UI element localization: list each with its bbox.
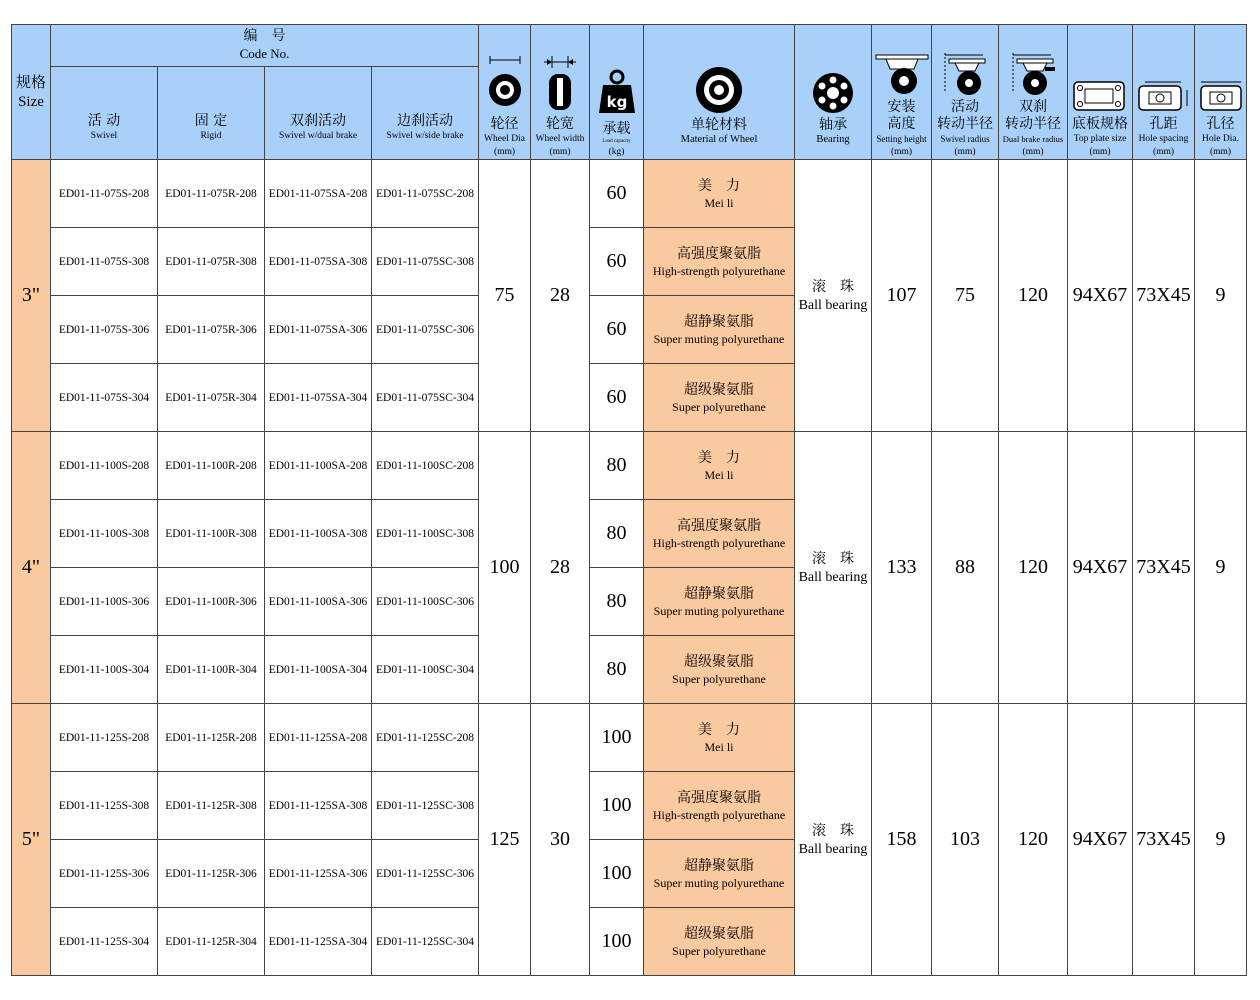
wheel-width-cell: 28 bbox=[531, 160, 590, 432]
bearing-en: Ball bearing bbox=[798, 841, 868, 857]
rigid-en: Rigid bbox=[200, 131, 222, 141]
load-cell: 60 bbox=[590, 296, 644, 364]
material-cn: 单轮材料 bbox=[691, 117, 747, 133]
setting-height-cell: 133 bbox=[872, 432, 932, 704]
hole-spacing-header bbox=[1133, 25, 1195, 160]
material-cell bbox=[644, 160, 795, 228]
hole-dia-cell: 9 bbox=[1195, 160, 1247, 432]
code-dual-cell: ED01-11-075SA-308 bbox=[265, 228, 372, 296]
material-cell bbox=[644, 704, 795, 772]
load-cell: 80 bbox=[590, 568, 644, 636]
hole-spacing-cell: 73X45 bbox=[1133, 704, 1195, 976]
code-rigid-cell: ED01-11-125R-308 bbox=[158, 772, 265, 840]
hole-dia-en: Hole Dia. bbox=[1202, 134, 1239, 144]
swivel-radius-cell: 75 bbox=[932, 160, 999, 432]
hole-dia-header bbox=[1195, 25, 1247, 160]
code-side-cell: ED01-11-125SC-208 bbox=[372, 704, 479, 772]
wheel-material-icon bbox=[694, 65, 744, 115]
swivel-radius-header bbox=[932, 25, 999, 160]
swivel-radius-cn2: 转动半径 bbox=[937, 116, 993, 132]
material-cell bbox=[644, 228, 795, 296]
code-header-en: Code No. bbox=[239, 46, 290, 61]
top-plate-unit: (mm) bbox=[1089, 147, 1111, 157]
bearing-en: Ball bearing bbox=[798, 297, 868, 313]
size-cell: 3" bbox=[12, 160, 51, 432]
dual-brake-radius-icon bbox=[1005, 53, 1061, 97]
material-en: High-strength polyurethane bbox=[652, 263, 786, 278]
dual-cn: 双刹活动 bbox=[290, 113, 346, 129]
material-cell bbox=[644, 364, 795, 432]
wheel-dia-header bbox=[479, 25, 531, 160]
code-rigid-cell: ED01-11-075R-304 bbox=[158, 364, 265, 432]
material-en: Super muting polyurethane bbox=[653, 603, 785, 618]
wheel-width-header bbox=[531, 25, 590, 160]
hole-spacing-cn: 孔距 bbox=[1149, 116, 1178, 132]
dual-radius-cell: 120 bbox=[999, 160, 1068, 432]
dual-brake-header bbox=[265, 67, 372, 160]
wheel-dia-unit: (mm) bbox=[493, 147, 516, 157]
swivel-header bbox=[51, 67, 158, 160]
wheel-dia-cell: 125 bbox=[479, 704, 531, 976]
material-en: Material of Wheel bbox=[680, 134, 758, 145]
svg-text:kg: kg bbox=[606, 93, 627, 111]
setting-height-header bbox=[872, 25, 932, 160]
side-en: Swivel w/side brake bbox=[386, 131, 464, 141]
material-cn: 超级聚氨脂 bbox=[684, 653, 754, 670]
wheel-dia-cell: 75 bbox=[479, 160, 531, 432]
bearing-en: Ball bearing bbox=[798, 569, 868, 585]
wheel-dia-cn: 轮径 bbox=[490, 116, 519, 132]
hole-dia-cell: 9 bbox=[1195, 432, 1247, 704]
code-swivel-cell: ED01-11-075S-308 bbox=[51, 228, 158, 296]
dual-radius-cn2: 转动半径 bbox=[1005, 116, 1061, 132]
code-rigid-cell: ED01-11-075R-306 bbox=[158, 296, 265, 364]
top-plate-header bbox=[1068, 25, 1133, 160]
dual-radius-en: Dual brake radius bbox=[1002, 134, 1064, 144]
material-en: Super polyurethane bbox=[672, 943, 766, 958]
dual-en: Swivel w/dual brake bbox=[278, 131, 358, 141]
load-cell: 60 bbox=[590, 364, 644, 432]
code-swivel-cell: ED01-11-075S-208 bbox=[51, 160, 158, 228]
material-cn: 超静聚氨脂 bbox=[684, 585, 754, 602]
swivel-radius-icon bbox=[937, 53, 993, 97]
code-no-header bbox=[51, 25, 479, 67]
material-cn: 超静聚氨脂 bbox=[684, 857, 754, 874]
wheel-width-unit: (mm) bbox=[549, 147, 571, 157]
top-plate-cell: 94X67 bbox=[1068, 432, 1133, 704]
material-en: Mei li bbox=[704, 195, 734, 210]
swivel-radius-unit: (mm) bbox=[954, 147, 976, 157]
swivel-radius-cell: 88 bbox=[932, 432, 999, 704]
hole-dia-cn: 孔径 bbox=[1206, 116, 1235, 132]
code-side-cell: ED01-11-075SC-208 bbox=[372, 160, 479, 228]
bearing-cn: 滚 珠 bbox=[812, 278, 854, 295]
hole-dia-unit: (mm) bbox=[1209, 147, 1232, 157]
size-header-cn: 规格 bbox=[15, 73, 46, 91]
material-en: Super muting polyurethane bbox=[653, 331, 785, 346]
top-plate-cell: 94X67 bbox=[1068, 704, 1133, 976]
material-cn: 美 力 bbox=[698, 449, 740, 466]
code-dual-cell: ED01-11-125SA-304 bbox=[265, 908, 372, 976]
code-side-cell: ED01-11-100SC-208 bbox=[372, 432, 479, 500]
code-swivel-cell: ED01-11-125S-304 bbox=[51, 908, 158, 976]
hole-dia-icon bbox=[1197, 80, 1245, 114]
load-cell: 60 bbox=[590, 228, 644, 296]
code-rigid-cell: ED01-11-100R-304 bbox=[158, 636, 265, 704]
code-side-cell: ED01-11-075SC-308 bbox=[372, 228, 479, 296]
material-en: Super muting polyurethane bbox=[653, 875, 785, 890]
material-cell bbox=[644, 432, 795, 500]
code-swivel-cell: ED01-11-075S-304 bbox=[51, 364, 158, 432]
wheel-width-cn: 轮宽 bbox=[546, 116, 574, 132]
dual-radius-cell: 120 bbox=[999, 432, 1068, 704]
material-cell bbox=[644, 568, 795, 636]
code-dual-cell: ED01-11-100SA-208 bbox=[265, 432, 372, 500]
setting-en: Setting height bbox=[876, 134, 927, 144]
code-dual-cell: ED01-11-075SA-304 bbox=[265, 364, 372, 432]
hole-spacing-cell: 73X45 bbox=[1133, 160, 1195, 432]
swivel-radius-cn1: 活动 bbox=[951, 99, 979, 115]
caster-spec-table bbox=[11, 24, 1247, 976]
material-cn: 美 力 bbox=[698, 177, 740, 194]
swivel-cn: 活 动 bbox=[87, 113, 121, 129]
code-dual-cell: ED01-11-075SA-306 bbox=[265, 296, 372, 364]
swivel-radius-cell: 103 bbox=[932, 704, 999, 976]
size-cell: 5" bbox=[12, 704, 51, 976]
load-cell: 80 bbox=[590, 500, 644, 568]
code-swivel-cell: ED01-11-100S-304 bbox=[51, 636, 158, 704]
code-dual-cell: ED01-11-125SA-208 bbox=[265, 704, 372, 772]
code-swivel-cell: ED01-11-075S-306 bbox=[51, 296, 158, 364]
wheel-dia-en: Wheel Dia bbox=[484, 134, 525, 144]
material-en: Mei li bbox=[704, 467, 734, 482]
rigid-cn: 固 定 bbox=[194, 113, 228, 129]
bearing-cell bbox=[795, 704, 872, 976]
wheel-width-cell: 30 bbox=[531, 704, 590, 976]
load-cell: 100 bbox=[590, 840, 644, 908]
code-swivel-cell: ED01-11-100S-208 bbox=[51, 432, 158, 500]
table-row bbox=[12, 704, 1247, 772]
hole-spacing-unit: (mm) bbox=[1152, 147, 1175, 157]
table-row bbox=[12, 160, 1247, 228]
spec-body bbox=[12, 160, 1247, 976]
top-plate-icon bbox=[1070, 80, 1130, 114]
bearing-cn: 轴承 bbox=[819, 117, 847, 133]
load-cell: 100 bbox=[590, 704, 644, 772]
code-rigid-cell: ED01-11-100R-208 bbox=[158, 432, 265, 500]
code-swivel-cell: ED01-11-125S-306 bbox=[51, 840, 158, 908]
code-rigid-cell: ED01-11-100R-308 bbox=[158, 500, 265, 568]
code-rigid-cell: ED01-11-125R-306 bbox=[158, 840, 265, 908]
load-header bbox=[590, 25, 644, 160]
material-en: High-strength polyurethane bbox=[652, 535, 786, 550]
material-cn: 高强度聚氨脂 bbox=[677, 789, 761, 806]
wheel-width-cell: 28 bbox=[531, 432, 590, 704]
wheel-dia-icon bbox=[484, 54, 526, 114]
material-cn: 超级聚氨脂 bbox=[684, 925, 754, 942]
code-dual-cell: ED01-11-100SA-304 bbox=[265, 636, 372, 704]
swivel-en: Swivel bbox=[90, 131, 118, 141]
material-header bbox=[644, 25, 795, 160]
rigid-header bbox=[158, 67, 265, 160]
material-cell bbox=[644, 908, 795, 976]
material-en: Mei li bbox=[704, 739, 734, 754]
load-cn: 承载 bbox=[602, 121, 631, 137]
material-cn: 超静聚氨脂 bbox=[684, 313, 754, 330]
bearing-icon bbox=[811, 71, 855, 115]
dual-radius-header bbox=[999, 25, 1068, 160]
bearing-cell bbox=[795, 432, 872, 704]
top-plate-cn: 底板规格 bbox=[1072, 116, 1128, 132]
load-unit: (kg) bbox=[608, 147, 625, 157]
setting-height-cell: 107 bbox=[872, 160, 932, 432]
top-plate-cell: 94X67 bbox=[1068, 160, 1133, 432]
load-cell: 100 bbox=[590, 908, 644, 976]
top-plate-en: Top plate size bbox=[1073, 134, 1127, 144]
dual-radius-unit: (mm) bbox=[1022, 147, 1044, 157]
hole-spacing-icon bbox=[1135, 80, 1193, 114]
code-rigid-cell: ED01-11-125R-208 bbox=[158, 704, 265, 772]
wheel-width-icon bbox=[538, 54, 582, 114]
setting-unit: (mm) bbox=[890, 147, 913, 157]
bearing-cn: 滚 珠 bbox=[812, 550, 854, 567]
wheel-width-en: Wheel width bbox=[535, 134, 585, 144]
table-row bbox=[12, 432, 1247, 500]
code-side-cell: ED01-11-100SC-304 bbox=[372, 636, 479, 704]
material-cn: 高强度聚氨脂 bbox=[677, 245, 761, 262]
bearing-cell bbox=[795, 160, 872, 432]
material-en: Super polyurethane bbox=[672, 671, 766, 686]
load-cell: 60 bbox=[590, 160, 644, 228]
code-swivel-cell: ED01-11-100S-306 bbox=[51, 568, 158, 636]
code-side-cell: ED01-11-125SC-306 bbox=[372, 840, 479, 908]
bearing-en: Bearing bbox=[816, 134, 850, 145]
code-dual-cell: ED01-11-100SA-308 bbox=[265, 500, 372, 568]
material-cell bbox=[644, 500, 795, 568]
hole-dia-cell: 9 bbox=[1195, 704, 1247, 976]
bearing-cn: 滚 珠 bbox=[812, 822, 854, 839]
code-rigid-cell: ED01-11-125R-304 bbox=[158, 908, 265, 976]
code-rigid-cell: ED01-11-100R-306 bbox=[158, 568, 265, 636]
code-side-cell: ED01-11-100SC-306 bbox=[372, 568, 479, 636]
code-swivel-cell: ED01-11-125S-208 bbox=[51, 704, 158, 772]
swivel-radius-en: Swivel radius bbox=[940, 134, 990, 144]
bearing-header bbox=[795, 25, 872, 160]
code-swivel-cell: ED01-11-100S-308 bbox=[51, 500, 158, 568]
size-header-en: Size bbox=[18, 94, 44, 110]
material-en: High-strength polyurethane bbox=[652, 807, 786, 822]
material-cn: 超级聚氨脂 bbox=[684, 381, 754, 398]
code-side-cell: ED01-11-125SC-308 bbox=[372, 772, 479, 840]
dual-radius-cell: 120 bbox=[999, 704, 1068, 976]
setting-cn2: 高度 bbox=[887, 116, 916, 132]
material-en: Super polyurethane bbox=[672, 399, 766, 414]
size-header bbox=[12, 25, 51, 160]
code-dual-cell: ED01-11-125SA-308 bbox=[265, 772, 372, 840]
code-dual-cell: ED01-11-100SA-306 bbox=[265, 568, 372, 636]
hole-spacing-en: Hole spacing bbox=[1138, 134, 1189, 144]
hole-spacing-cell: 73X45 bbox=[1133, 432, 1195, 704]
material-cell bbox=[644, 296, 795, 364]
material-cn: 高强度聚氨脂 bbox=[677, 517, 761, 534]
load-cell: 80 bbox=[590, 432, 644, 500]
code-dual-cell: ED01-11-125SA-306 bbox=[265, 840, 372, 908]
code-side-cell: ED01-11-125SC-304 bbox=[372, 908, 479, 976]
code-rigid-cell: ED01-11-075R-308 bbox=[158, 228, 265, 296]
code-side-cell: ED01-11-100SC-308 bbox=[372, 500, 479, 568]
material-cell bbox=[644, 772, 795, 840]
code-header-cn: 编 号 bbox=[243, 28, 286, 44]
code-side-cell: ED01-11-075SC-306 bbox=[372, 296, 479, 364]
size-cell: 4" bbox=[12, 432, 51, 704]
material-cn: 美 力 bbox=[698, 721, 740, 738]
wheel-dia-cell: 100 bbox=[479, 432, 531, 704]
load-cell: 80 bbox=[590, 636, 644, 704]
load-kg-icon bbox=[597, 63, 637, 119]
side-brake-header bbox=[372, 67, 479, 160]
side-cn: 边刹活动 bbox=[397, 113, 453, 129]
code-rigid-cell: ED01-11-075R-208 bbox=[158, 160, 265, 228]
setting-height-cell: 158 bbox=[872, 704, 932, 976]
code-dual-cell: ED01-11-075SA-208 bbox=[265, 160, 372, 228]
material-cell bbox=[644, 840, 795, 908]
code-side-cell: ED01-11-075SC-304 bbox=[372, 364, 479, 432]
load-en: Load capacity bbox=[602, 139, 631, 144]
dual-radius-cn1: 双刹 bbox=[1019, 99, 1047, 115]
setting-cn1: 安装 bbox=[887, 99, 916, 115]
setting-height-icon bbox=[874, 53, 930, 97]
material-cell bbox=[644, 636, 795, 704]
code-swivel-cell: ED01-11-125S-308 bbox=[51, 772, 158, 840]
load-cell: 100 bbox=[590, 772, 644, 840]
